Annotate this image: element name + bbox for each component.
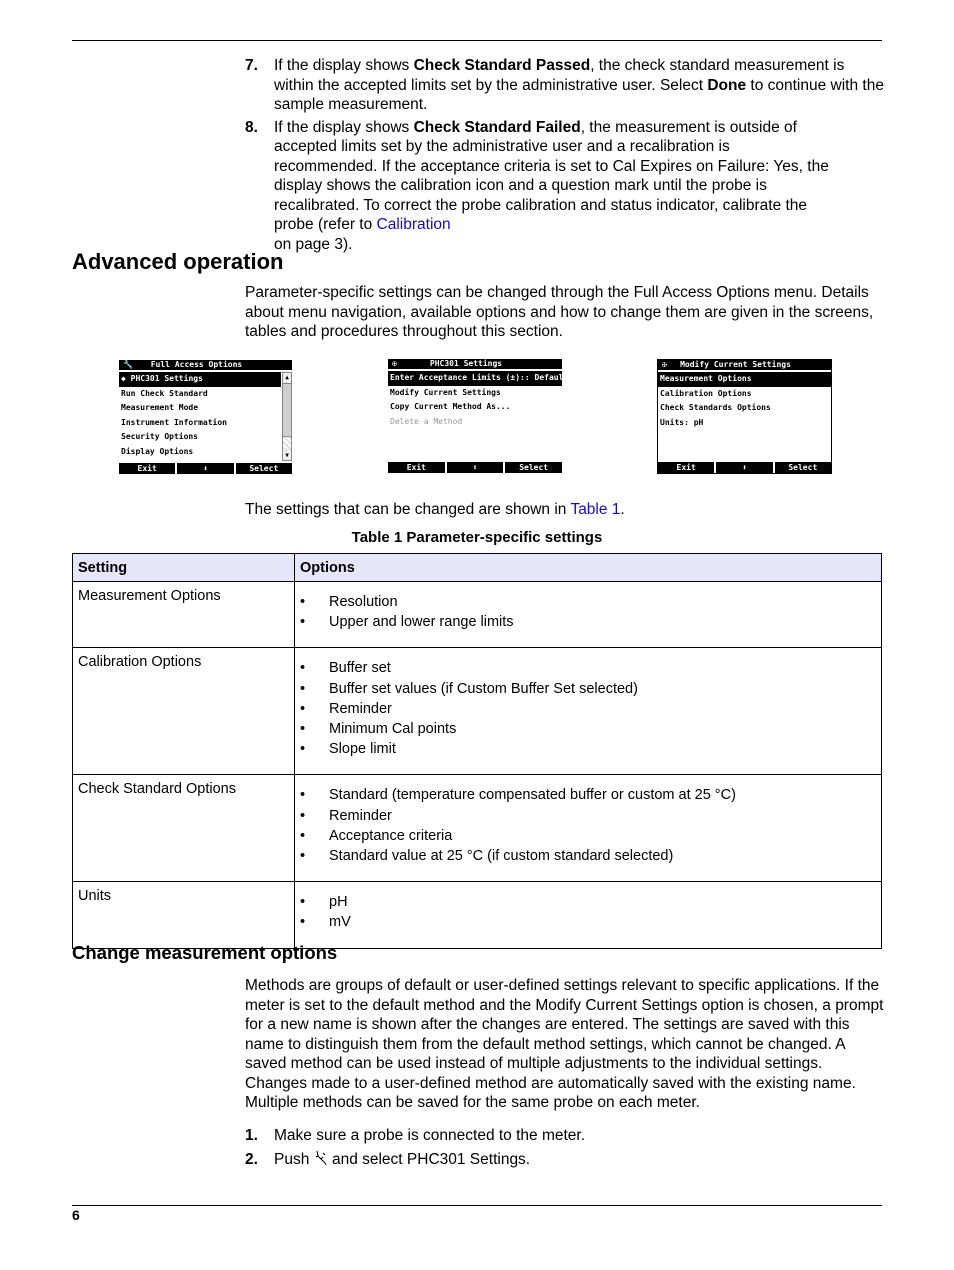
step-number: 1. (245, 1127, 258, 1144)
select-softkey[interactable]: Select (505, 462, 562, 473)
bullet-icon: • (300, 787, 306, 804)
header-rule (72, 40, 882, 41)
menu-item[interactable]: Units: pH (660, 417, 704, 427)
section-heading-advanced-operation: Advanced operation (72, 249, 284, 274)
screen-title-bar: 🔧 Full Access Options (119, 360, 292, 370)
option-item: • Reminder (300, 699, 876, 719)
up-down-arrows-icon[interactable]: ⬍ (177, 463, 233, 474)
option-item: • Slope limit (300, 739, 876, 759)
bullet-icon: • (300, 614, 306, 631)
option-item: • pH (300, 892, 876, 912)
bullet-icon: • (300, 894, 306, 911)
probe-key-icon (314, 1151, 328, 1168)
parameter-settings-table (72, 553, 882, 949)
bullet-icon: • (300, 827, 306, 844)
menu-item[interactable]: Instrument Information (121, 417, 227, 427)
bullet-icon: • (300, 680, 306, 697)
bullet-icon: • (300, 741, 306, 758)
step-8: 8. If the display shows Check Standard Failed, the measurement is outside of accepted limits set by the administrative user and a recalibration is recommended. If the acceptance criteria is set to Cal Expires on Failure: Yes, the display shows the calibration icon and a question mark until the probe is recalibrated. To correct the probe calibration and status indicator, calibrate the probe (refer to Calibration on page 3). (245, 118, 829, 253)
scroll-down-icon[interactable]: ▼ (283, 451, 291, 460)
up-down-arrows-icon[interactable]: ⬍ (716, 462, 772, 473)
menu-item[interactable]: Run Check Standard (121, 388, 208, 398)
setting-cell: Units (73, 882, 295, 948)
exit-softkey[interactable]: Exit (119, 463, 175, 474)
check-standard-passed: Check Standard Passed (413, 57, 591, 74)
screen-modify-current-settings (657, 359, 832, 474)
option-item: • Minimum Cal points (300, 719, 876, 739)
exit-softkey[interactable]: Exit (388, 462, 445, 473)
softkey-bar (119, 463, 292, 474)
menu-item[interactable]: Check Standards Options (660, 403, 771, 413)
bullet-icon: • (300, 594, 306, 610)
step-1: 1. Make sure a probe is connected to the meter. (245, 1127, 586, 1144)
step-number: 7. (245, 57, 258, 74)
menu-item[interactable]: Calibration Options (660, 388, 752, 398)
column-header: Setting (73, 554, 295, 582)
option-item: • mV (300, 912, 876, 932)
bullet-icon: • (300, 807, 306, 824)
softkey-bar (388, 462, 562, 473)
setting-cell: Check Standard Options (73, 775, 295, 882)
change-intro: Methods are groups of default or user-defined settings relevant to specific applications. If the meter is set to the default method and the Modify Current Settings option is chosen, a prompt for a new name is shown after the changes are entered. The settings are saved with this name to distinguish them from the default method settings, which cannot be changed. A saved method can be used instead of multiple adjustments to the individual settings. Changes made to a user-defined method are automatically saved with the existing name. Multiple methods can be saved for the same probe on each meter. (245, 977, 884, 1111)
table-row (73, 648, 882, 775)
menu-item[interactable]: Modify Current Settings (390, 387, 501, 397)
options-cell (295, 582, 882, 648)
option-item: • Buffer set values (if Custom Buffer Set selected) (300, 679, 876, 699)
options-cell (295, 648, 882, 775)
probe-icon: ✠ (392, 359, 397, 368)
probe-icon: ✠ (662, 360, 667, 369)
menu-item[interactable]: Enter Acceptance Limits (±):: Default (388, 371, 562, 386)
screen-title-bar: ✠ Modify Current Settings (658, 360, 831, 370)
bullet-icon: • (300, 914, 306, 931)
screen-title-bar: ✠ PHC301 Settings (388, 359, 562, 369)
scroll-up-icon[interactable]: ▲ (283, 373, 291, 382)
option-item: • Standard (temperature compensated buffer or custom at 25 °C) (300, 785, 876, 805)
check-standard-failed: Check Standard Failed (413, 118, 581, 136)
exit-softkey[interactable]: Exit (658, 462, 714, 473)
scroll-thumb[interactable] (283, 383, 291, 437)
select-softkey[interactable]: Select (236, 463, 292, 474)
menu-item[interactable]: Security Options (121, 432, 199, 442)
menu-item[interactable]: Display Options (121, 446, 194, 456)
option-item: • Upper and lower range limits (300, 612, 876, 632)
table-caption: Table 1 Parameter-specific settings (351, 529, 603, 546)
option-item: • Standard value at 25 °C (if custom standard selected) (300, 846, 876, 866)
up-down-arrows-icon[interactable]: ⬍ (447, 462, 504, 473)
step-number: 8. (245, 118, 258, 136)
advanced-intro: Parameter-specific settings can be changed through the Full Access Options menu. Details about menu navigation, available options and how to change them are given in the screens, tables and procedures throughout this section. (245, 284, 874, 340)
page-number: 6 (72, 1207, 80, 1223)
bullet-icon: • (300, 660, 306, 677)
setting-cell: Measurement Options (73, 582, 295, 648)
screen-full-access-options (119, 360, 292, 474)
option-item: • Reminder (300, 806, 876, 826)
table-header-row (73, 554, 882, 582)
menu-item-disabled: Delete a Method (390, 416, 463, 426)
top-steps (245, 56, 885, 257)
menu-item[interactable]: Measurement Options (658, 372, 831, 387)
table-reference: The settings that can be changed are shown in Table 1. (245, 501, 625, 518)
menu-item[interactable]: ◆ PHC301 Settings (119, 372, 281, 387)
select-softkey[interactable]: Select (775, 462, 831, 473)
done-label: Done (707, 76, 747, 94)
options-cell (295, 882, 882, 948)
table-row (73, 775, 882, 882)
bullet-icon: • (300, 700, 306, 717)
table-1-link[interactable]: Table 1 (570, 501, 621, 518)
option-item: • Resolution (300, 592, 876, 612)
column-header: Options (295, 554, 882, 582)
step-number: 2. (245, 1150, 258, 1168)
step-2: 2. Push and select PHC301 Settings. (245, 1150, 531, 1168)
softkey-bar (658, 462, 831, 473)
step-7: 7. If the display shows Check Standard Passed, the check standard measurement is within the accepted limits set by the administrative user. Select Done to continue with the sample measurement. (245, 57, 884, 113)
screen-phc301-settings (388, 359, 569, 473)
table-row (73, 582, 882, 648)
menu-item[interactable]: Copy Current Method As... (390, 402, 511, 412)
change-steps (245, 1126, 885, 1172)
options-cell (295, 775, 882, 882)
menu-item[interactable]: Measurement Mode (121, 403, 199, 413)
section-heading-change-measurement-options: Change measurement options (72, 942, 338, 963)
option-item: • Buffer set (300, 658, 876, 678)
scrollbar[interactable] (282, 372, 292, 461)
wrench-icon: 🔧 (123, 360, 133, 369)
bullet-icon: • (300, 848, 306, 865)
setting-cell: Calibration Options (73, 648, 295, 775)
table-row (73, 882, 882, 948)
footer-rule (72, 1205, 882, 1206)
option-item: • Acceptance criteria (300, 826, 876, 846)
calibration-link[interactable]: Calibration (376, 216, 451, 233)
bullet-icon: • (300, 721, 306, 738)
